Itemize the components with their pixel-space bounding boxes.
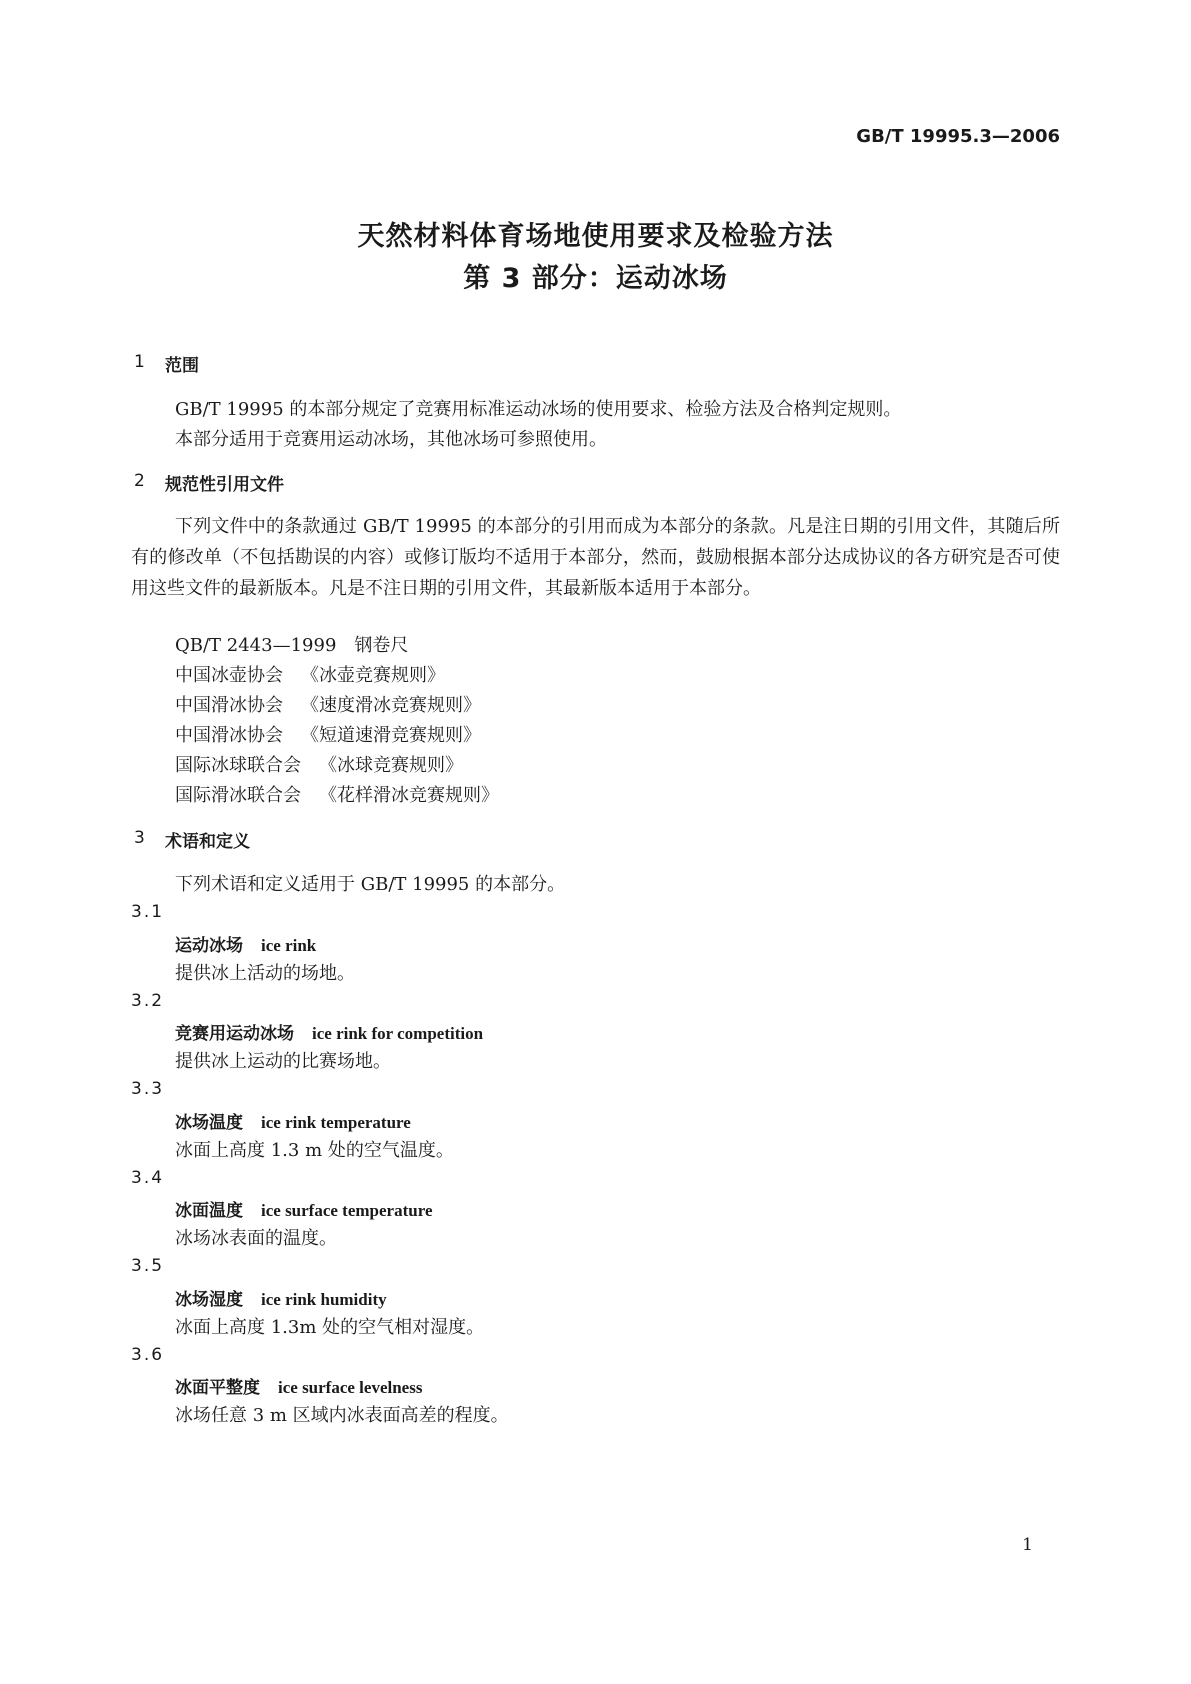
reference-item <box>175 631 408 657</box>
section-2-number: 2 <box>134 471 145 491</box>
section-3-intro: 下列术语和定义适用于 GB/T 19995 的本部分。 <box>175 874 566 895</box>
term-definition: 提供冰上运动的比赛场地。 <box>175 1051 391 1072</box>
section-1-paragraph-1: GB/T 19995 的本部分规定了竞赛用标准运动冰场的使用要求、检验方法及合格判定规则。 <box>175 399 902 420</box>
reference-doc: 《花样滑冰竞赛规则》 <box>319 785 499 806</box>
term-en: ice rink <box>261 936 317 955</box>
reference-code: QB/T 2443—1999 <box>175 635 337 656</box>
reference-code: 中国滑冰协会 <box>175 725 283 746</box>
section-3-title: 术语和定义 <box>165 832 250 852</box>
term-heading <box>175 1285 387 1310</box>
term-definition: 冰面上高度 1.3m 处的空气相对湿度。 <box>175 1317 485 1338</box>
term-number: 3.2 <box>131 991 165 1011</box>
reference-doc: 《冰球竞赛规则》 <box>319 755 463 776</box>
section-1-title: 范围 <box>165 356 199 376</box>
document-title: 天然材料体育场地使用要求及检验方法 <box>357 221 834 252</box>
section-2-title: 规范性引用文件 <box>165 475 284 495</box>
section-2-body <box>131 511 1060 604</box>
section-1-paragraph-2: 本部分适用于竞赛用运动冰场，其他冰场可参照使用。 <box>175 429 607 450</box>
reference-doc: 《冰壶竞赛规则》 <box>301 665 445 686</box>
term-zh: 运动冰场 <box>175 936 243 956</box>
reference-code: 国际滑冰联合会 <box>175 785 301 806</box>
term-heading <box>175 931 316 956</box>
term-number: 3.6 <box>131 1345 165 1365</box>
reference-item <box>175 721 481 747</box>
term-zh: 竞赛用运动冰场 <box>175 1024 294 1044</box>
reference-doc: 钢卷尺 <box>354 635 409 656</box>
reference-item <box>175 691 481 717</box>
document-subtitle: 第 3 部分：运动冰场 <box>463 263 728 294</box>
term-en: ice rink humidity <box>261 1290 387 1309</box>
page-number: 1 <box>1022 1535 1033 1555</box>
term-en: ice surface levelness <box>278 1378 423 1397</box>
term-number: 3.4 <box>131 1168 165 1188</box>
term-heading <box>175 1196 433 1221</box>
reference-item <box>175 781 499 807</box>
term-number: 3.3 <box>131 1079 165 1099</box>
reference-code: 中国冰壶协会 <box>175 665 283 686</box>
term-zh: 冰场温度 <box>175 1113 243 1133</box>
term-zh: 冰面平整度 <box>175 1378 260 1398</box>
term-zh: 冰场湿度 <box>175 1290 243 1310</box>
term-heading <box>175 1019 483 1044</box>
term-definition: 提供冰上活动的场地。 <box>175 963 355 984</box>
reference-doc: 《速度滑冰竞赛规则》 <box>301 695 481 716</box>
term-definition: 冰场冰表面的温度。 <box>175 1228 337 1249</box>
section-3-number: 3 <box>134 828 145 848</box>
term-en: ice rink for competition <box>312 1024 484 1043</box>
term-number: 3.5 <box>131 1256 165 1276</box>
section-1-number: 1 <box>134 352 145 372</box>
term-heading <box>175 1373 422 1398</box>
term-heading <box>175 1108 411 1133</box>
section-2-paragraph: 下列文件中的条款通过 GB/T 19995 的本部分的引用而成为本部分的条款。凡是注日期的引用文件，其随后所有的修改单（不包括勘误的内容）或修订版均不适用于本部分，然而，鼓励根据本部分达成协议的各方研究是否可使用这些文件的最新版本。凡是不注日期的引用文件，其最新版本适用于本部分。 <box>131 516 1060 599</box>
term-number: 3.1 <box>131 902 165 922</box>
reference-doc: 《短道速滑竞赛规则》 <box>301 725 481 746</box>
term-en: ice rink temperature <box>261 1113 411 1132</box>
term-definition: 冰场任意 3 m 区域内冰表面高差的程度。 <box>175 1405 509 1426</box>
term-definition: 冰面上高度 1.3 m 处的空气温度。 <box>175 1140 454 1161</box>
standard-code: GB/T 19995.3—2006 <box>856 126 1060 147</box>
reference-code: 国际冰球联合会 <box>175 755 301 776</box>
reference-code: 中国滑冰协会 <box>175 695 283 716</box>
term-en: ice surface temperature <box>261 1201 433 1220</box>
reference-item <box>175 661 445 687</box>
term-zh: 冰面温度 <box>175 1201 243 1221</box>
reference-item <box>175 751 463 777</box>
